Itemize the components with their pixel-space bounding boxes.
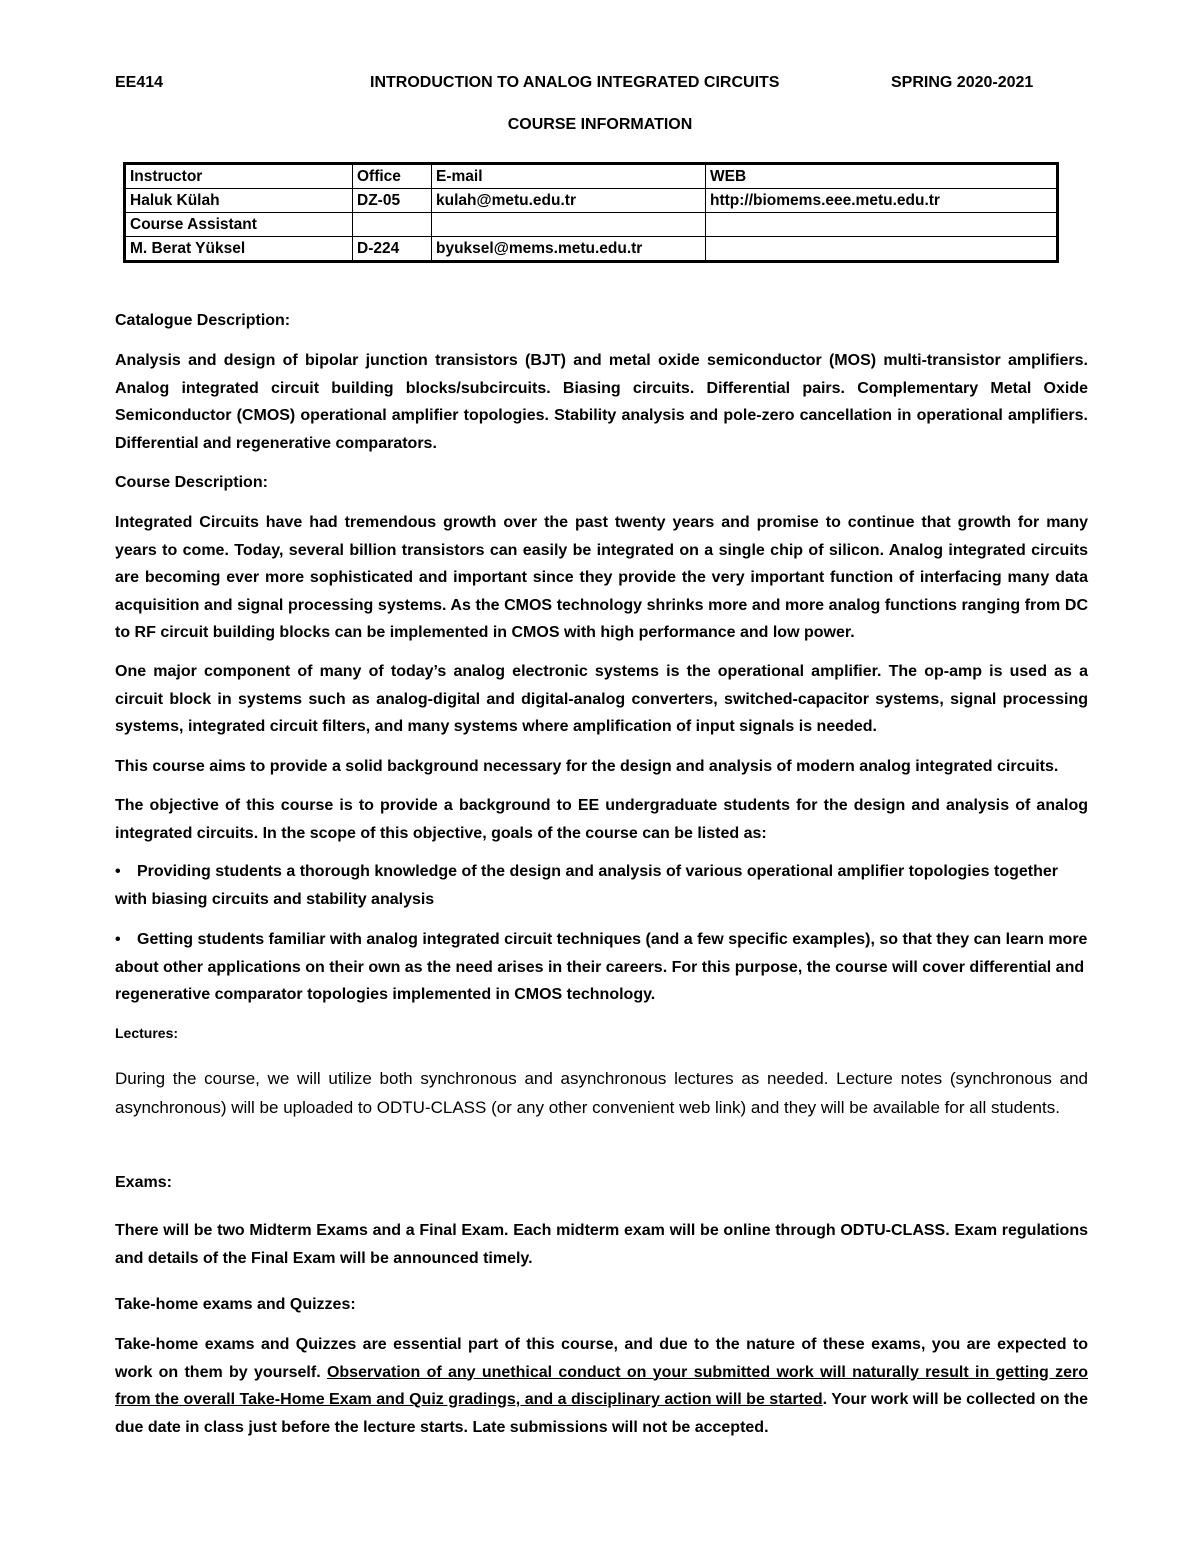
table-row — [125, 213, 1058, 237]
catalogue-heading: Catalogue Description: — [115, 312, 291, 329]
table-row — [125, 237, 1058, 262]
lectures-text: During the course, we will utilize both synchronous and asynchronous lectures as needed. Lecture notes (synchronous and asynchronous) will be uploaded to ODTU-CLASS (or any other convenient web link) and they will be available for all students. — [115, 1069, 1088, 1117]
bullet-icon: • — [115, 931, 121, 948]
table-cell: D-224 — [353, 237, 432, 262]
table-cell: http://biomems.eee.metu.edu.tr — [706, 189, 1058, 213]
table-cell: Course Assistant — [125, 213, 353, 237]
list-item — [115, 858, 1088, 913]
table-header-cell: WEB — [706, 164, 1058, 189]
table-header-cell: E-mail — [432, 164, 706, 189]
page-subtitle: COURSE INFORMATION — [507, 116, 693, 133]
list-item — [115, 926, 1088, 1009]
exams-text: There will be two Midterm Exams and a Final Exam. Each midterm exam will be online through ODTU-CLASS. Exam regulations and details of the Final Exam will be announced timely. — [115, 1222, 1088, 1267]
table-row — [125, 189, 1058, 213]
course-title: INTRODUCTION TO ANALOG INTEGRATED CIRCUITS — [370, 74, 780, 91]
table-cell: M. Berat Yüksel — [125, 237, 353, 262]
list-item-text: Getting students familiar with analog integrated circuit techniques (and a few specific examples), so that they can learn more about other applications on their own as the need arises in their careers. For this purpose, the course will cover differential and regenerative comparator topologies implemented in CMOS technology. — [115, 931, 1088, 1003]
takehome-warning-text: Observation of any unethical conduct on your submitted work will naturally result in getting zero from the overall Take-Home Exam and Quiz gradings, and a disciplinary action will be started — [115, 1363, 1089, 1408]
course-description-paragraph: This course aims to provide a solid background necessary for the design and analysis of modern analog integrated circuits. — [115, 758, 1059, 775]
course-description-paragraph: One major component of many of today’s analog electronic systems is the operational amplifier. The op-amp is used as a circuit block in systems such as analog-digital and digital-analog converters, switched-capacitor systems, signal processing systems, integrated circuit filters, and many systems where amplification of input signals is needed. — [115, 663, 1088, 735]
exams-heading: Exams: — [115, 1174, 172, 1191]
takehome-heading: Take-home exams and Quizzes: — [115, 1296, 356, 1313]
table-cell — [432, 213, 706, 237]
staff-table — [123, 162, 1059, 263]
takehome-text: Take-home exams and Quizzes are essential part of this course, and due to the nature of these exams, you are expected to work on them by yourself. — [115, 1336, 1088, 1381]
table-cell: byuksel@mems.metu.edu.tr — [432, 237, 706, 262]
table-cell — [353, 213, 432, 237]
takehome-paragraph — [115, 1331, 1088, 1441]
table-cell: Haluk Külah — [125, 189, 353, 213]
table-cell — [706, 213, 1058, 237]
table-header-row — [125, 164, 1058, 189]
course-description-heading: Course Description: — [115, 474, 268, 491]
takehome-text-end: . Your work will be collected on the due date in class just before the lecture starts. Late submissions will not be accepted. — [115, 1391, 1088, 1436]
table-header-cell: Instructor — [125, 164, 353, 189]
course-code: EE414 — [115, 74, 164, 91]
course-description-paragraph: Integrated Circuits have had tremendous growth over the past twenty years and promise to continue that growth for many years to come. Today, several billion transistors can easily be integrated on a single chip of silicon. Analog integrated circuits are becoming ever more sophisticated and important since they provide the very important function of interfacing many data acquisition and signal processing systems. As the CMOS technology shrinks more and more analog functions ranging from DC to RF circuit building blocks can be implemented in CMOS with high performance and low power. — [115, 514, 1088, 641]
course-term: SPRING 2020-2021 — [891, 74, 1034, 91]
table-cell: kulah@metu.edu.tr — [432, 189, 706, 213]
table-cell: DZ-05 — [353, 189, 432, 213]
table-cell — [706, 237, 1058, 262]
bullet-icon: • — [115, 863, 121, 880]
course-description-paragraph: The objective of this course is to provide a background to EE undergraduate students for the design and analysis of analog integrated circuits. In the scope of this objective, goals of the course can be listed as: — [115, 797, 1088, 842]
table-header-cell: Office — [353, 164, 432, 189]
list-item-text: Providing students a thorough knowledge of the design and analysis of various operational amplifier topologies together with biasing circuits and stability analysis — [115, 863, 1058, 908]
lectures-heading: Lectures: — [115, 1025, 179, 1041]
catalogue-text: Analysis and design of bipolar junction transistors (BJT) and metal oxide semiconductor (MOS) multi-transistor amplifiers. Analog integrated circuit building blocks/subcircuits. Biasing circuits. Differential pairs. Complementary Metal Oxide Semiconductor (CMOS) operational amplifier topologies. Stability analysis and pole-zero cancellation in operational amplifiers. Differential and regenerative comparators. — [115, 352, 1088, 452]
